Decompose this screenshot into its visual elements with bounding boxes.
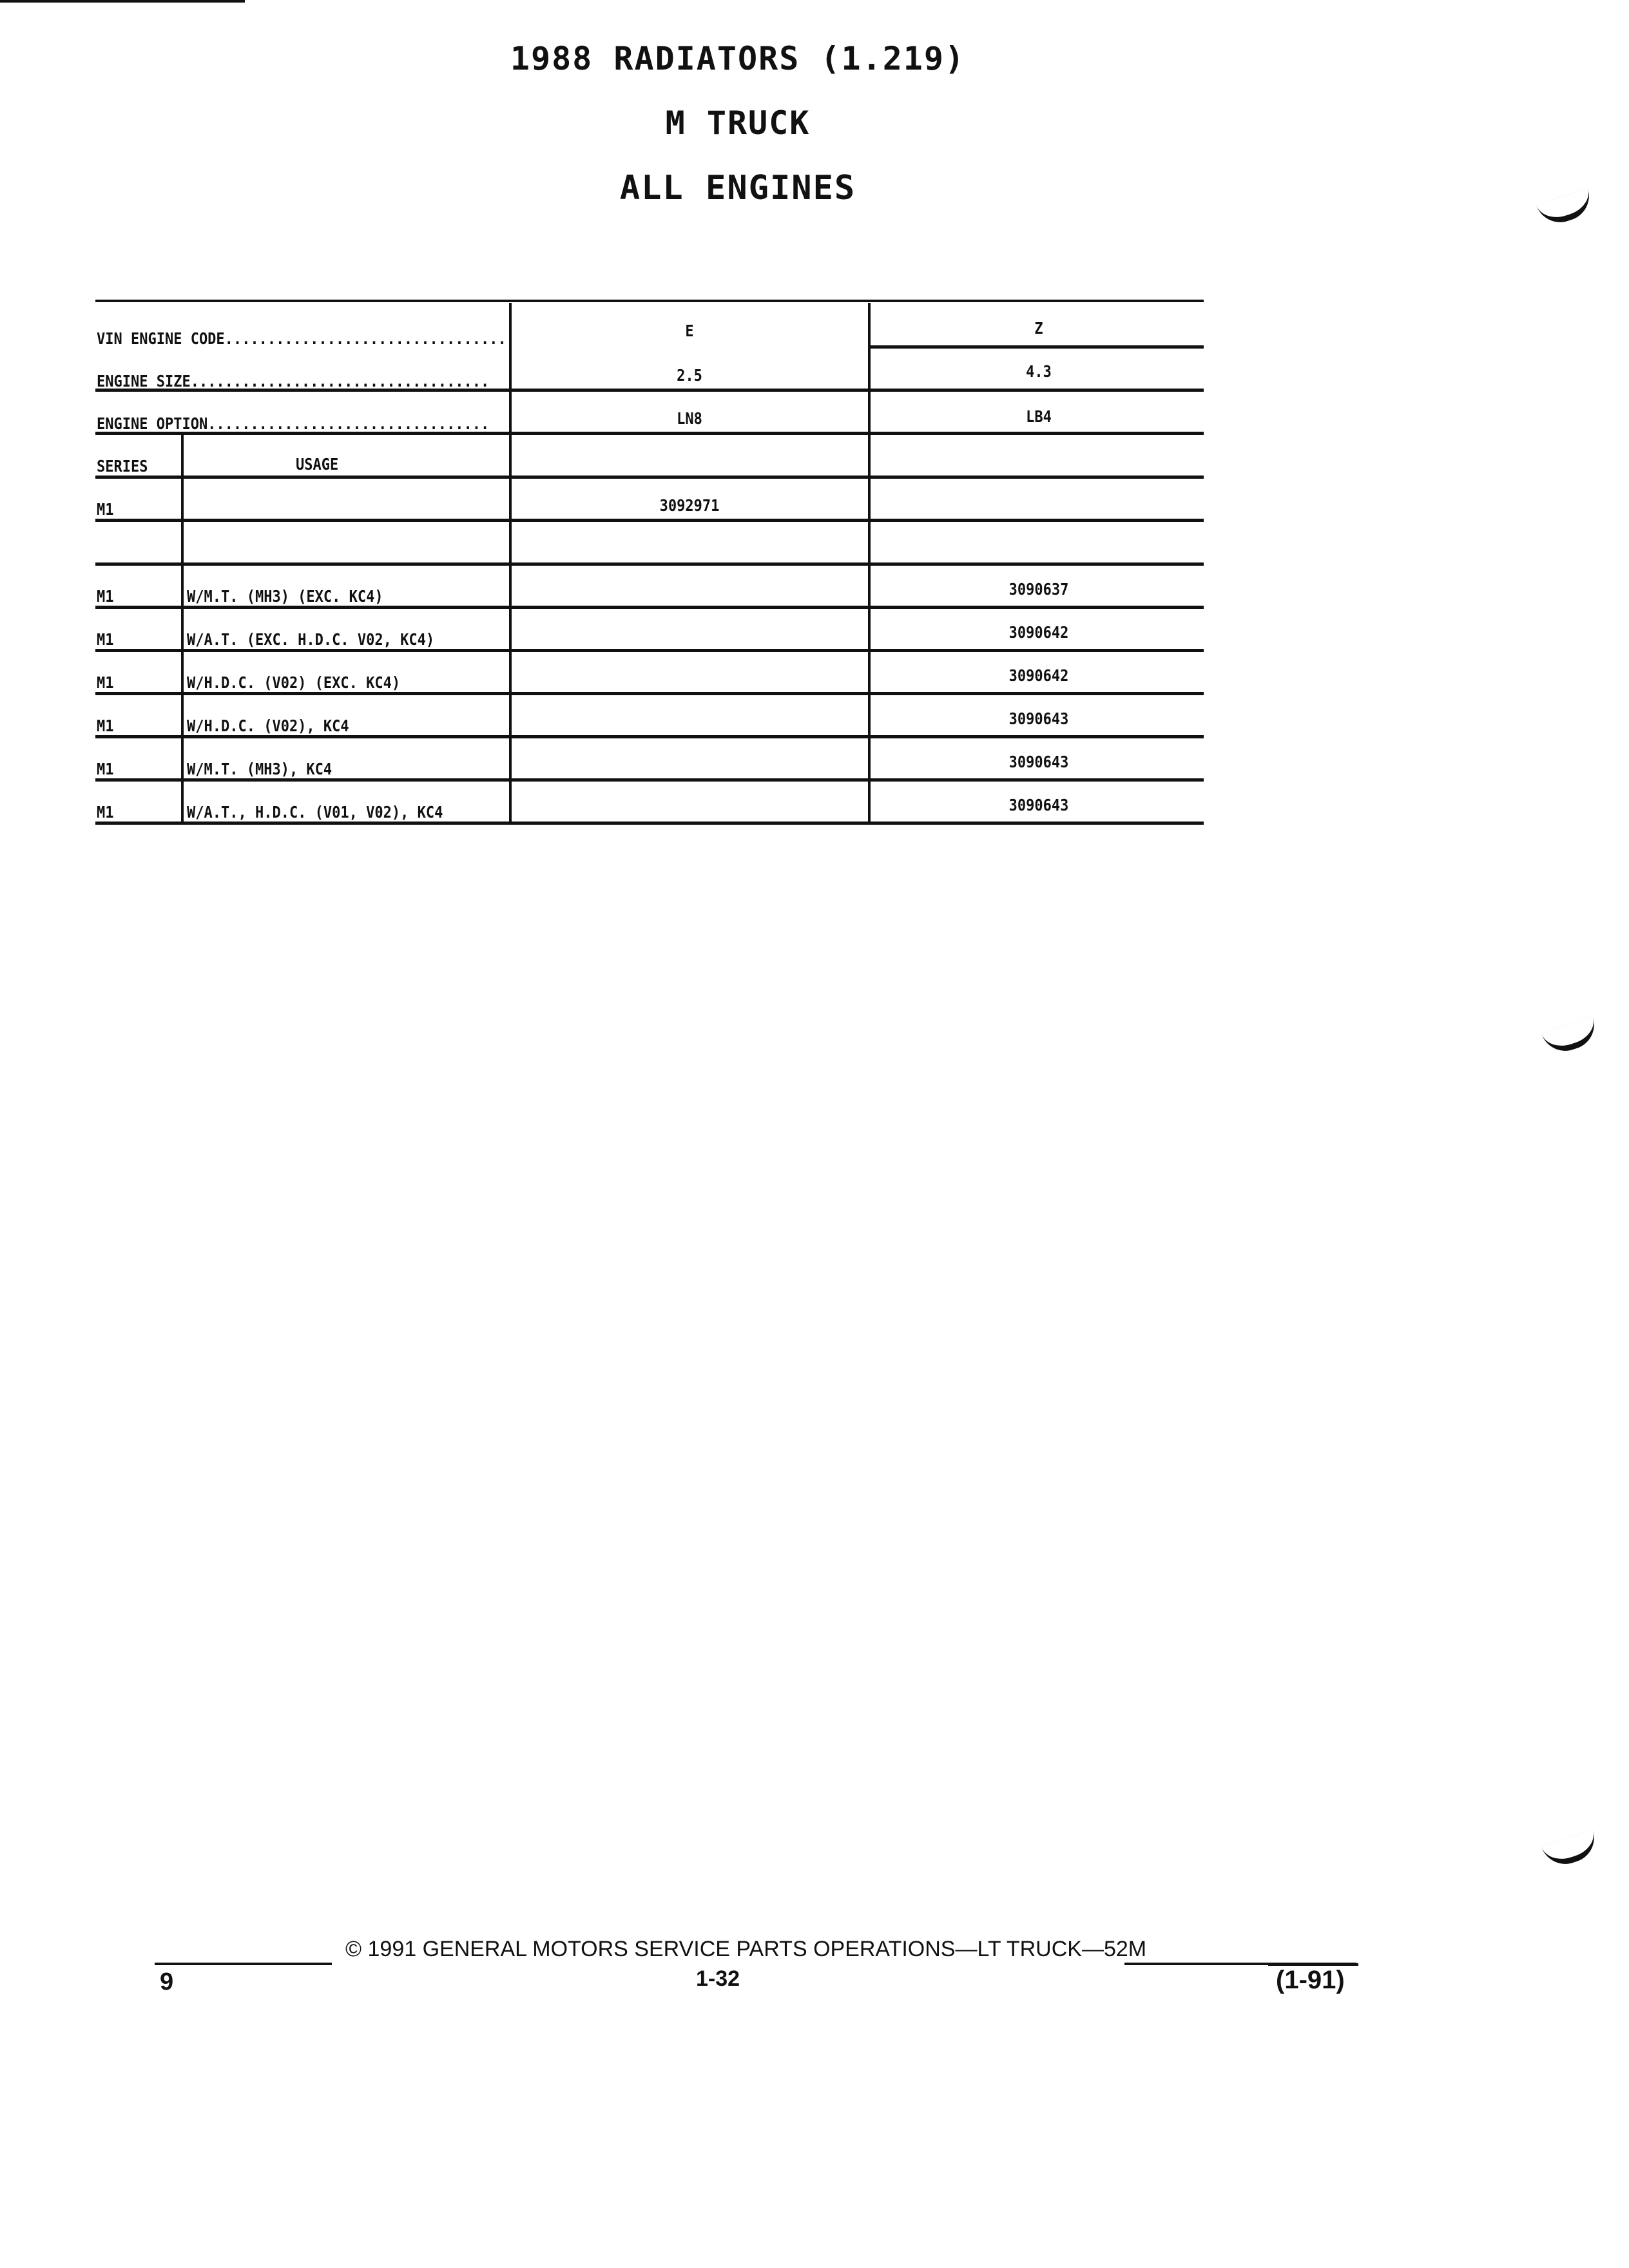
table-rule xyxy=(95,778,1204,782)
spec-label: VIN ENGINE CODE................................. xyxy=(97,330,506,349)
spec-value-z: LB4 xyxy=(1026,408,1052,427)
page-title: 1988 RADIATORS (1.219) xyxy=(510,40,966,77)
series-header: SERIES xyxy=(97,457,148,476)
section-number: 9 xyxy=(160,1968,174,1995)
part-number-z: 3090642 xyxy=(1008,624,1069,642)
top-edge-rule xyxy=(0,0,245,3)
usage-cell: W/A.T. (EXC. H.D.C. V02, KC4) xyxy=(187,631,435,649)
spec-value-z: 4.3 xyxy=(1026,363,1052,381)
part-number-z: 3090643 xyxy=(1008,753,1069,772)
engine-subtitle: ALL ENGINES xyxy=(619,169,856,207)
table-rule xyxy=(870,345,1204,349)
table-top-rule xyxy=(95,300,1204,302)
usage-cell: W/M.T. (MH3) (EXC. KC4) xyxy=(187,588,383,606)
binder-hole-mark xyxy=(1536,188,1595,229)
column-divider xyxy=(868,303,871,822)
binder-hole-mark xyxy=(1541,1017,1601,1057)
copyright-notice: © 1991 GENERAL MOTORS SERVICE PARTS OPERATIONS—LT TRUCK—52M xyxy=(345,1937,1147,1961)
column-divider xyxy=(181,433,184,822)
table-rule xyxy=(95,692,1204,695)
binder-hole-mark xyxy=(1541,1830,1601,1870)
table-rule xyxy=(95,562,1204,566)
spec-value-e: E xyxy=(685,322,694,341)
usage-cell: W/H.D.C. (V02) (EXC. KC4) xyxy=(187,674,401,693)
spec-value-e: LN8 xyxy=(677,410,702,428)
part-number-z: 3090643 xyxy=(1008,796,1069,815)
page-number: 1-32 xyxy=(696,1966,740,1991)
table-rule xyxy=(95,476,1204,479)
revision-date: (1-91) xyxy=(1276,1966,1345,1994)
usage-cell: W/M.T. (MH3), KC4 xyxy=(187,760,333,779)
part-number-e: 3092971 xyxy=(659,497,720,515)
series-cell: M1 xyxy=(97,501,114,519)
usage-cell: W/H.D.C. (V02), KC4 xyxy=(187,717,349,736)
series-cell: M1 xyxy=(97,631,114,649)
part-number-z: 3090642 xyxy=(1008,667,1069,686)
spec-value-z: Z xyxy=(1034,320,1043,338)
usage-header: USAGE xyxy=(296,456,339,474)
series-cell: M1 xyxy=(97,674,114,693)
footer-rule-left xyxy=(155,1963,332,1965)
table-rule xyxy=(95,735,1204,738)
series-cell: M1 xyxy=(97,717,114,736)
series-cell: M1 xyxy=(97,588,114,606)
spec-value-e: 2.5 xyxy=(677,367,702,385)
table-rule xyxy=(95,519,1204,522)
spec-label: ENGINE OPTION................................. xyxy=(97,415,490,434)
part-number-z: 3090637 xyxy=(1008,581,1069,599)
table-rule xyxy=(95,606,1204,609)
vehicle-subtitle: M TRUCK xyxy=(665,104,811,142)
column-divider xyxy=(509,303,512,822)
part-number-z: 3090643 xyxy=(1008,710,1069,729)
series-cell: M1 xyxy=(97,760,114,779)
table-bottom-rule xyxy=(95,822,1204,825)
table-rule xyxy=(95,649,1204,652)
series-cell: M1 xyxy=(97,803,114,822)
usage-cell: W/A.T., H.D.C. (V01, V02), KC4 xyxy=(187,803,443,822)
spec-label: ENGINE SIZE................................... xyxy=(97,372,490,391)
